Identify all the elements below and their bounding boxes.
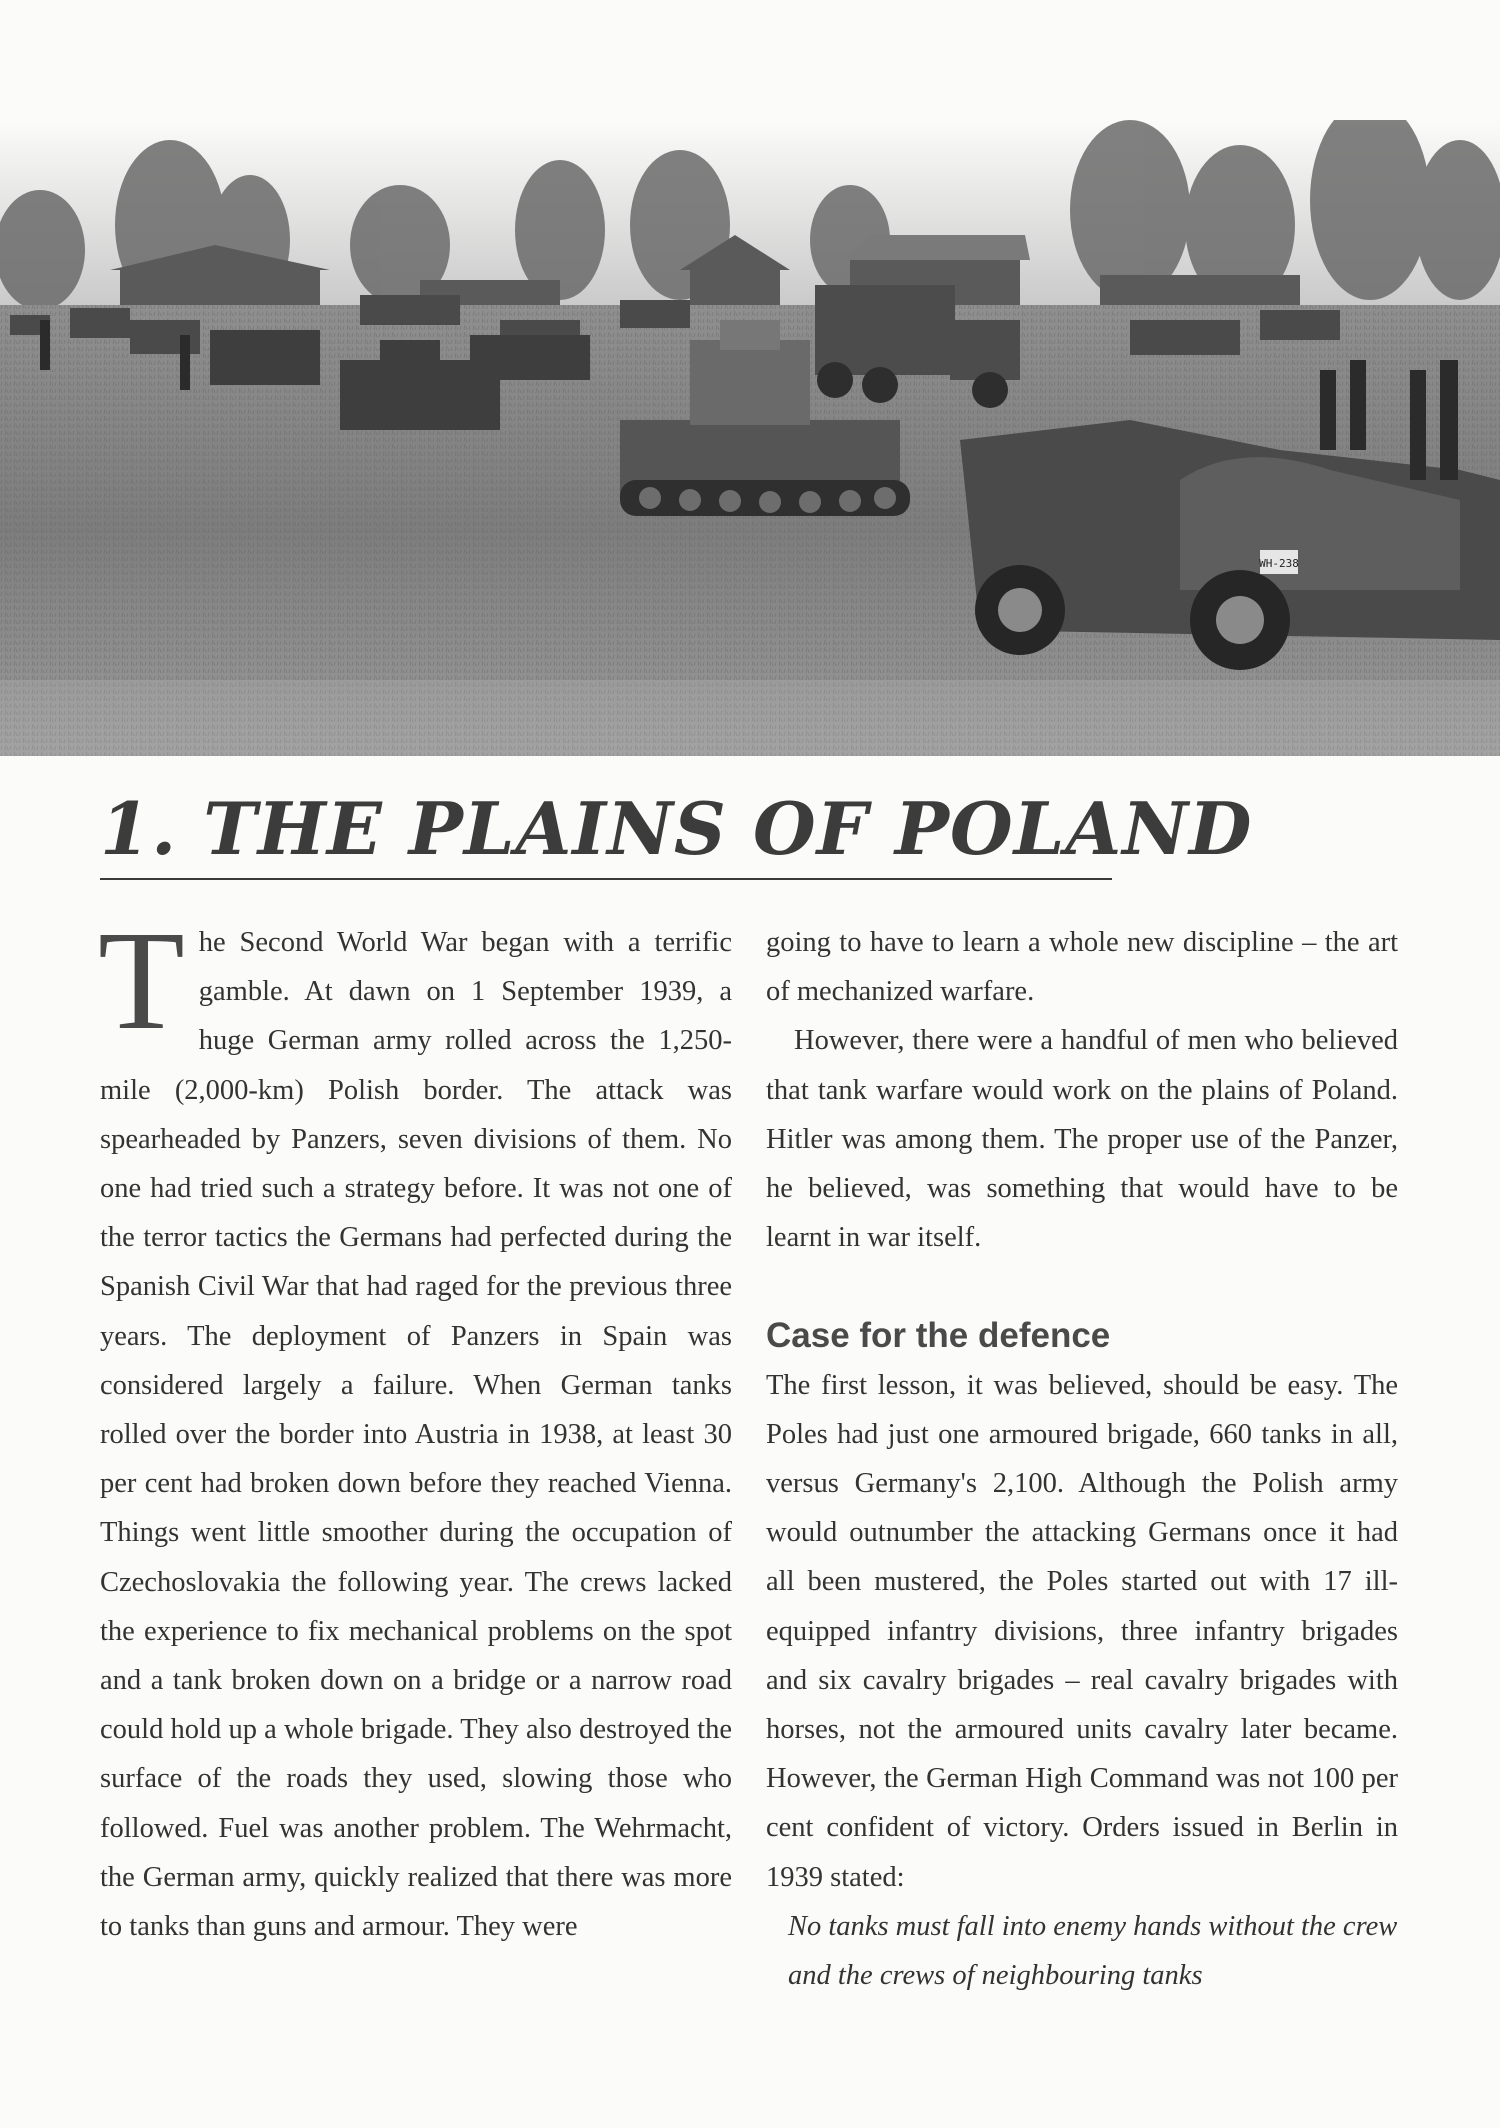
- license-plate: WH-238: [1259, 557, 1299, 570]
- continuation-paragraph: going to have to learn a whole new discipline – the art of mechanized warfare.: [766, 927, 1398, 1008]
- opening-paragraph-text: he Second World War began with a terrific gamble. At dawn on 1 September 1939, a huge German army rolled across the 1,250-mile (2,000-km) Polish border. The attack was spearheaded by Panzers, seven divisions of them. No one had tried such a strategy before. It was not one of the terror tactics the Germans had perfected during the Spanish Civil War that had raged for the previous three years. The deployment of Panzers in Spain was considered largely a failure. When German tanks rolled over the border into Austria in 1938, at least 30 per cent had broken down before they reached Vienna. Things went little smoother during the occupation of Czechoslovakia the following year. The crews lacked the experience to fix mechanical problems on the spot and a tank broken down on a bridge or a narrow road could hold up a whole brigade. They also destroyed the surface of the roads they used, slowing those who followed. Fuel was another problem. The Wehrmacht, the German army, quickly realized that there was more to tanks than guns and armour. They were: [100, 927, 732, 1943]
- opening-paragraph: [98, 901, 732, 1951]
- title-divider: [100, 878, 1112, 880]
- right-column: [766, 918, 1398, 2000]
- hitler-paragraph: However, there were a handful of men who believed that tank warfare would work on the plains of Poland. Hitler was among them. The proper use of the Panzer, he believed, was something that would have to be learnt in war itself.: [766, 1025, 1398, 1254]
- chapter-title: 1. THE PLAINS OF POLAND: [100, 786, 1253, 871]
- tank-column-photo: [0, 120, 1500, 756]
- drop-cap: T: [98, 901, 185, 1059]
- section-heading: Case for the defence: [766, 1316, 1111, 1356]
- photo-illustration: [0, 120, 1500, 756]
- defence-paragraph: The first lesson, it was believed, should be easy. The Poles had just one armoured brigade, 660 tanks in all, versus Germany's 2,100. Although the Polish army would outnumber the attacking Germans once it had all been mustered, the Poles started out with 17 ill-equipped infantry divisions, three infantry brigades and six cavalry brigades – real cavalry brigades with horses, not the armoured units cavalry later became. However, the German High Command was not 100 per cent confident of victory. Orders issued in Berlin in 1939 stated:: [766, 1369, 1398, 1893]
- left-column: [98, 901, 732, 1951]
- orders-quote: No tanks must fall into enemy hands without the crew and the crews of neighbouring tanks: [788, 1910, 1398, 1992]
